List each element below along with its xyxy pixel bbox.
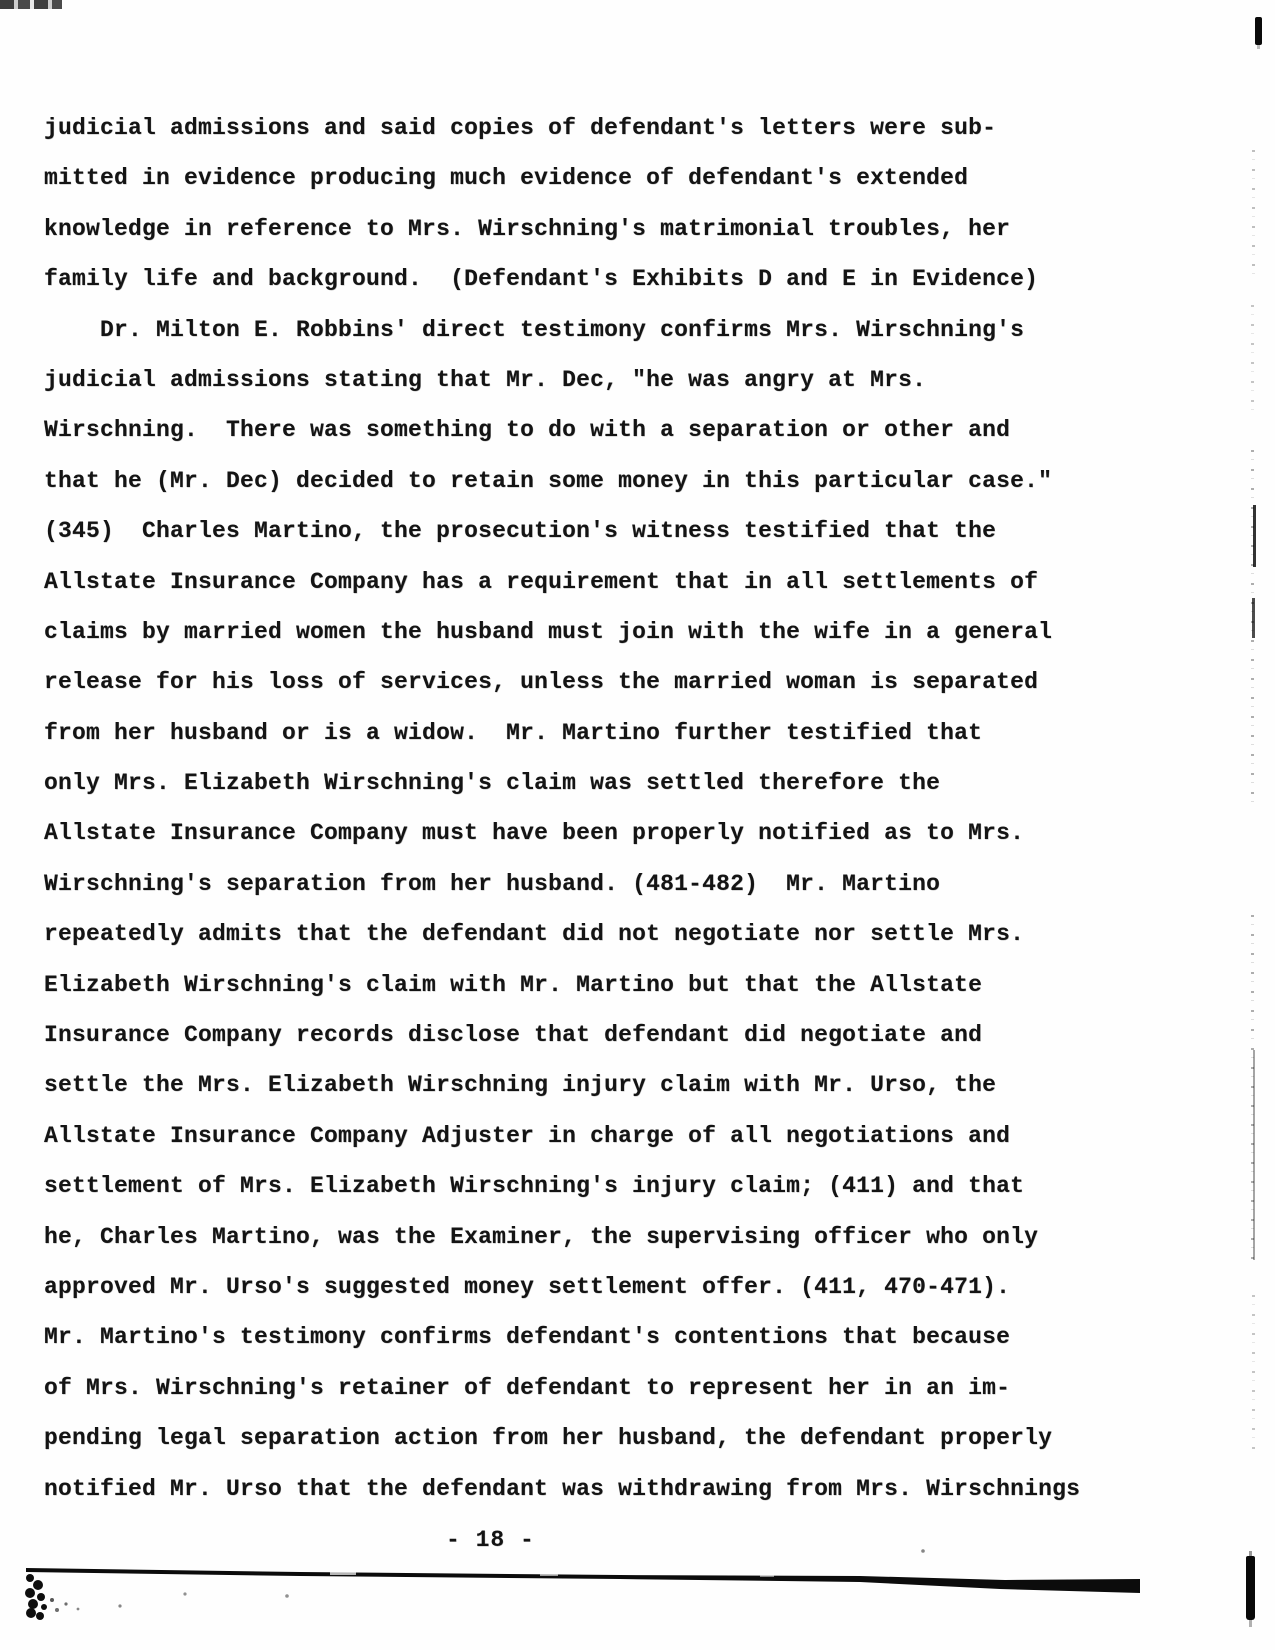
text-line: Wirschning. There was something to do with a separation or other and xyxy=(44,417,1011,444)
text-line: release for his loss of services, unless the married woman is separated xyxy=(44,669,1039,696)
scan-noise-thin-line xyxy=(1253,1050,1255,1260)
scan-noise-right-margin xyxy=(1251,305,1254,415)
text-line: that he (Mr. Dec) decided to retain some money in this particular case." xyxy=(44,467,1053,494)
text-line: knowledge in reference to Mrs. Wirschning's matrimonial troubles, her xyxy=(44,215,1011,242)
text-line: of Mrs. Wirschning's retainer of defendant to represent her in an im- xyxy=(44,1374,1011,1401)
text-line: settle the Mrs. Elizabeth Wirschning injury claim with Mr. Urso, the xyxy=(44,1072,997,1099)
text-line: family life and background. (Defendant's Exhibits D and E in Evidence) xyxy=(44,266,1039,293)
scan-noise-right-margin xyxy=(1252,1295,1255,1455)
text-line: Mr. Martino's testimony confirms defendant's contentions that because xyxy=(44,1324,1011,1351)
text-line: from her husband or is a widow. Mr. Martino further testified that xyxy=(44,719,983,746)
scan-bar-bottom-right xyxy=(1246,1556,1255,1620)
text-line: repeatedly admits that the defendant did not negotiate nor settle Mrs. xyxy=(44,921,1025,948)
text-line: claims by married women the husband must join with the wife in a general xyxy=(44,618,1053,645)
document-body xyxy=(44,103,1164,1514)
scan-noise-dark-dash xyxy=(1252,598,1255,638)
text-line: he, Charles Martino, was the Examiner, the supervising officer who only xyxy=(44,1223,1039,1250)
scan-bar-top-right xyxy=(1255,17,1262,45)
text-line: (345) Charles Martino, the prosecution's witness testified that the xyxy=(44,518,997,545)
text-line: settlement of Mrs. Elizabeth Wirschning's injury claim; (411) and that xyxy=(44,1173,1025,1200)
scan-noise-right-margin xyxy=(1252,150,1255,275)
text-line: Dr. Milton E. Robbins' direct testimony confirms Mrs. Wirschning's xyxy=(44,316,1025,343)
text-line: Elizabeth Wirschning's claim with Mr. Martino but that the Allstate xyxy=(44,971,983,998)
text-line: approved Mr. Urso's suggested money settlement offer. (411, 470-471). xyxy=(44,1273,1011,1300)
text-line: judicial admissions and said copies of defendant's letters were sub- xyxy=(44,115,997,141)
text-line: pending legal separation action from her husband, the defendant properly xyxy=(44,1425,1053,1452)
page-number: - 18 - xyxy=(446,1527,535,1553)
text-line: Allstate Insurance Company must have been properly notified as to Mrs. xyxy=(44,820,1025,847)
text-line: Insurance Company records disclose that defendant did negotiate and xyxy=(44,1022,983,1049)
text-line: Allstate Insurance Company Adjuster in charge of all negotiations and xyxy=(44,1122,1011,1149)
text-line: only Mrs. Elizabeth Wirschning's claim was settled therefore the xyxy=(44,770,941,797)
scan-smudge-top-left xyxy=(0,0,62,9)
text-line: notified Mr. Urso that the defendant was withdrawing from Mrs. Wirschnings xyxy=(44,1475,1081,1502)
scan-speckle-bottom-left xyxy=(25,1549,925,1620)
text-line: judicial admissions stating that Mr. Dec, "he was angry at Mrs. xyxy=(44,366,927,393)
scan-noise-dark-dash xyxy=(1253,505,1256,567)
text-line: Allstate Insurance Company has a requirement that in all settlements of xyxy=(44,568,1039,595)
text-line: Wirschning's separation from her husband. (481-482) Mr. Martino xyxy=(44,870,941,897)
text-line: mitted in evidence producing much evidence of defendant's extended xyxy=(44,165,969,192)
